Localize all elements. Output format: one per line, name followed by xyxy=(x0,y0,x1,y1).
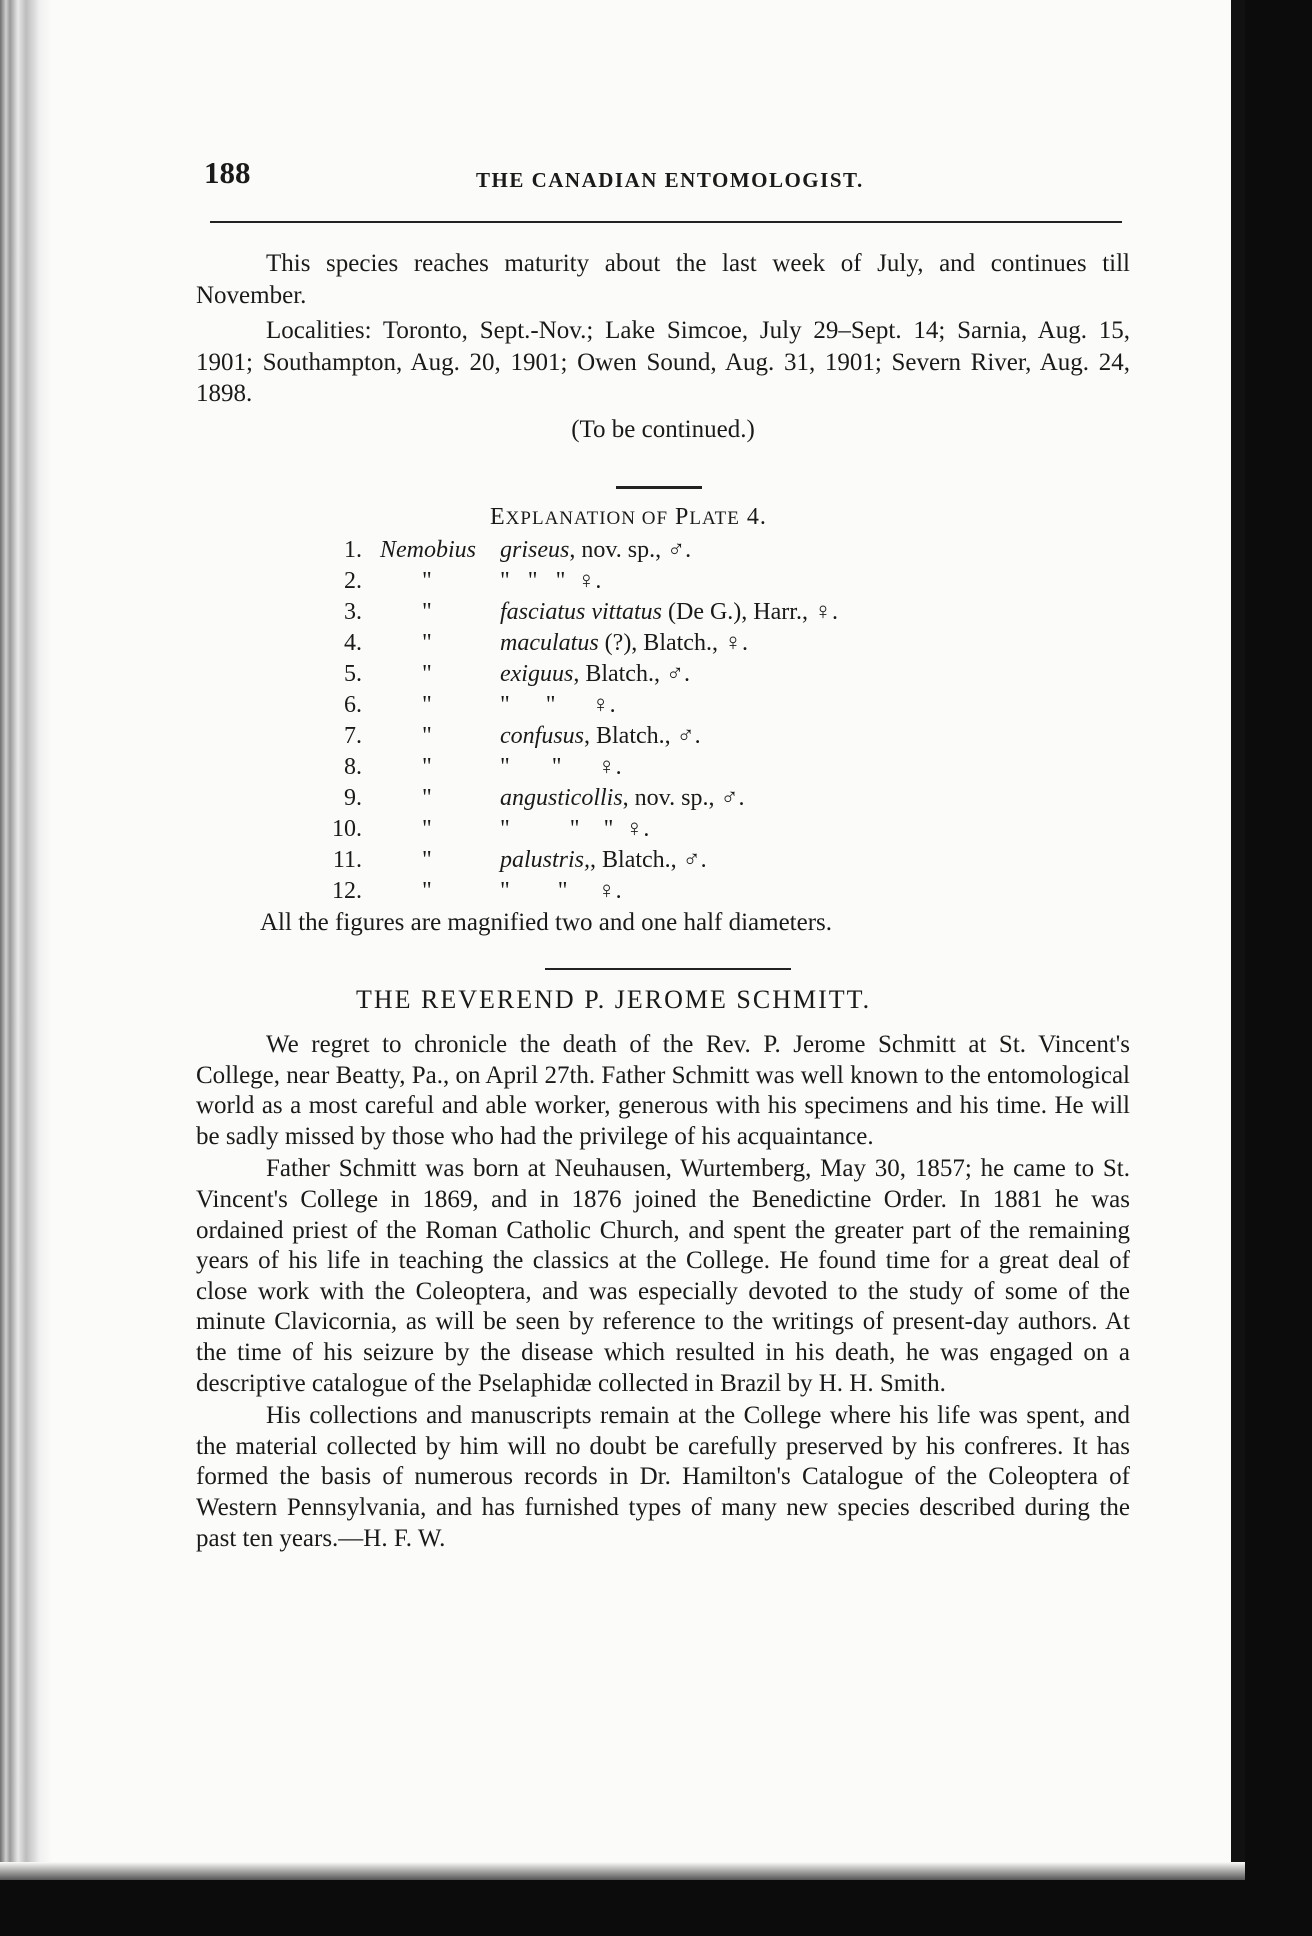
section-rule xyxy=(616,486,702,489)
plate-figure-row xyxy=(300,599,838,630)
obituary-paragraph-2: Father Schmitt was born at Neuhausen, Wurtemberg, May 30, 1857; he came to St. Vincent's College in 1869, and in 1876 joined the Benedictine Order. In 1881 he was ordained priest of the Roman Catholic Church, and spent the greater part of the remaining years of his life in teaching the classics at the College. He found time for a great deal of close work with the Coleoptera, and was especially devoted to the study of some of the minute Clavicornia, as will be seen by reference to the writings of present-day authors. At the time of his seizure by the disease which resulted in his death, he was engaged on a descriptive catalogue of the Pselaphidæ collected in Brazil by H. H. Smith. xyxy=(196,1155,1130,1397)
figure-number: 7. xyxy=(344,723,362,749)
plate-figure-row xyxy=(300,723,838,754)
species-author-sex: (De G.), Harr., ♀. xyxy=(662,599,838,625)
ditto-mark: " xyxy=(422,847,432,873)
species-author-sex: " " ♀. xyxy=(500,754,622,780)
species-name: palustris, xyxy=(500,847,591,873)
figure-genus xyxy=(380,661,500,692)
obituary-title: THE REVEREND P. JEROME SCHMITT. xyxy=(356,985,872,1014)
figure-species xyxy=(500,692,838,723)
magnification-note: All the figures are magnified two and one half diameters. xyxy=(260,909,833,936)
page-number: 188 xyxy=(204,155,251,190)
plate-title-xplanation-of: XPLANATION OF xyxy=(505,508,669,529)
figure-number: 4. xyxy=(344,630,362,656)
figure-species xyxy=(500,661,838,692)
ditto-mark: " xyxy=(422,568,432,594)
obituary-paragraph-3: His collections and manuscripts remain at the College where his life was spent, and the material collected by him will no doubt be carefully preserved by his confreres. It has formed the basis of numerous records in Dr. Hamilton's Catalogue of the Coleoptera of Western Pennsylvania, and has furnished types of many new species described during the past ten years.—H. F. W. xyxy=(196,1402,1130,1552)
plate-explanation-title xyxy=(490,504,767,531)
species-author-sex: " " " ♀. xyxy=(500,568,602,594)
figure-number: 3. xyxy=(344,599,362,625)
figure-species xyxy=(500,785,838,816)
figure-genus xyxy=(380,568,500,599)
ditto-mark: " xyxy=(422,692,432,718)
ditto-mark: " xyxy=(422,661,432,687)
ditto-mark: " xyxy=(422,878,432,904)
figure-species xyxy=(500,723,838,754)
figure-number: 11. xyxy=(332,847,362,873)
species-name: angusticollis xyxy=(500,785,623,811)
figure-number: 6. xyxy=(344,692,362,718)
running-head: THE CANADIAN ENTOMOLOGIST. xyxy=(476,168,864,192)
page-bottom-edge xyxy=(0,1862,1245,1880)
species-author-sex: " " ♀. xyxy=(500,692,616,718)
figure-number: 10. xyxy=(332,816,362,842)
figure-number: 2. xyxy=(344,568,362,594)
to-be-continued: (To be continued.) xyxy=(571,415,755,443)
figure-genus xyxy=(380,785,500,816)
figure-number: 9. xyxy=(344,785,362,811)
figure-number: 5. xyxy=(344,661,362,687)
intro-paragraph-maturity: This species reaches maturity about the last week of July, and continues till November. xyxy=(196,250,1130,309)
figure-species xyxy=(500,630,838,661)
species-author-sex: , Blatch., ♂. xyxy=(573,661,690,687)
species-author-sex: " " ♀. xyxy=(500,878,622,904)
header-rule xyxy=(210,221,1122,223)
species-name: exiguus xyxy=(500,661,574,687)
obituary-rule xyxy=(545,968,791,970)
figure-number: 1. xyxy=(344,537,362,563)
figure-species xyxy=(500,816,838,847)
species-name: confusus xyxy=(500,723,584,749)
figure-genus xyxy=(380,723,500,754)
species-name: griseus xyxy=(500,537,570,563)
plate-figure-row xyxy=(300,661,838,692)
page-binding-edge xyxy=(0,0,52,1880)
figure-genus xyxy=(380,878,500,909)
species-author-sex: , nov. sp., ♂. xyxy=(622,785,745,811)
ditto-mark: " xyxy=(422,785,432,811)
figure-species xyxy=(500,599,838,630)
ditto-mark: " xyxy=(422,723,432,749)
figure-genus xyxy=(380,847,500,878)
plate-figure-row xyxy=(300,630,838,661)
genus-name: Nemobius xyxy=(380,537,476,563)
figure-number: 12. xyxy=(332,878,362,904)
species-author-sex: (?), Blatch., ♀. xyxy=(598,630,748,656)
species-author-sex: , Blatch., ♂. xyxy=(590,847,707,873)
species-author-sex: " " " ♀. xyxy=(500,816,650,842)
plate-figure-row xyxy=(300,537,838,568)
ditto-mark: " xyxy=(422,816,432,842)
plate-figure-row xyxy=(300,754,838,785)
figure-number: 8. xyxy=(344,754,362,780)
obituary-text xyxy=(196,1030,1130,1554)
figure-genus xyxy=(380,754,500,785)
ditto-mark: " xyxy=(422,599,432,625)
species-author-sex: , nov. sp., ♂. xyxy=(569,537,692,563)
plate-title-late: LATE xyxy=(689,508,740,529)
plate-title-number: 4. xyxy=(746,504,767,530)
figure-genus xyxy=(380,599,500,630)
figure-species xyxy=(500,847,838,878)
figure-genus xyxy=(380,630,500,661)
plate-figure-row xyxy=(300,816,838,847)
plate-figure-row xyxy=(300,785,838,816)
figure-species xyxy=(500,568,838,599)
plate-title-p: P xyxy=(675,504,690,530)
species-name: fasciatus vittatus xyxy=(500,599,662,625)
figure-genus xyxy=(380,692,500,723)
species-author-sex: , Blatch., ♂. xyxy=(584,723,701,749)
plate-figure-row xyxy=(300,568,838,599)
plate-figure-list xyxy=(300,537,838,909)
species-name: maculatus xyxy=(500,630,599,656)
figure-species xyxy=(500,537,838,568)
intro-text xyxy=(196,248,1130,445)
figure-species xyxy=(500,754,838,785)
ditto-mark: " xyxy=(422,630,432,656)
intro-paragraph-localities: Localities: Toronto, Sept.-Nov.; Lake Simcoe, July 29–Sept. 14; Sarnia, Aug. 15, 1901; Southampton, Aug. 20, 1901; Owen Sound, Aug. 31, 1901; Severn River, Aug. 24, 1898. xyxy=(196,317,1130,407)
plate-figure-row xyxy=(300,878,838,909)
plate-title-e: E xyxy=(490,504,506,530)
plate-figure-row xyxy=(300,692,838,723)
plate-figure-row xyxy=(300,847,838,878)
figure-species xyxy=(500,878,838,909)
ditto-mark: " xyxy=(422,754,432,780)
figure-genus xyxy=(380,537,500,568)
figure-genus xyxy=(380,816,500,847)
obituary-paragraph-1: We regret to chronicle the death of the Rev. P. Jerome Schmitt at St. Vincent's College, near Beatty, Pa., on April 27th. Father Schmitt was well known to the entomological world as a most careful and able worker, generous with his specimens and his time. He will be sadly missed by those who had the privilege of his acquaintance. xyxy=(196,1031,1130,1150)
